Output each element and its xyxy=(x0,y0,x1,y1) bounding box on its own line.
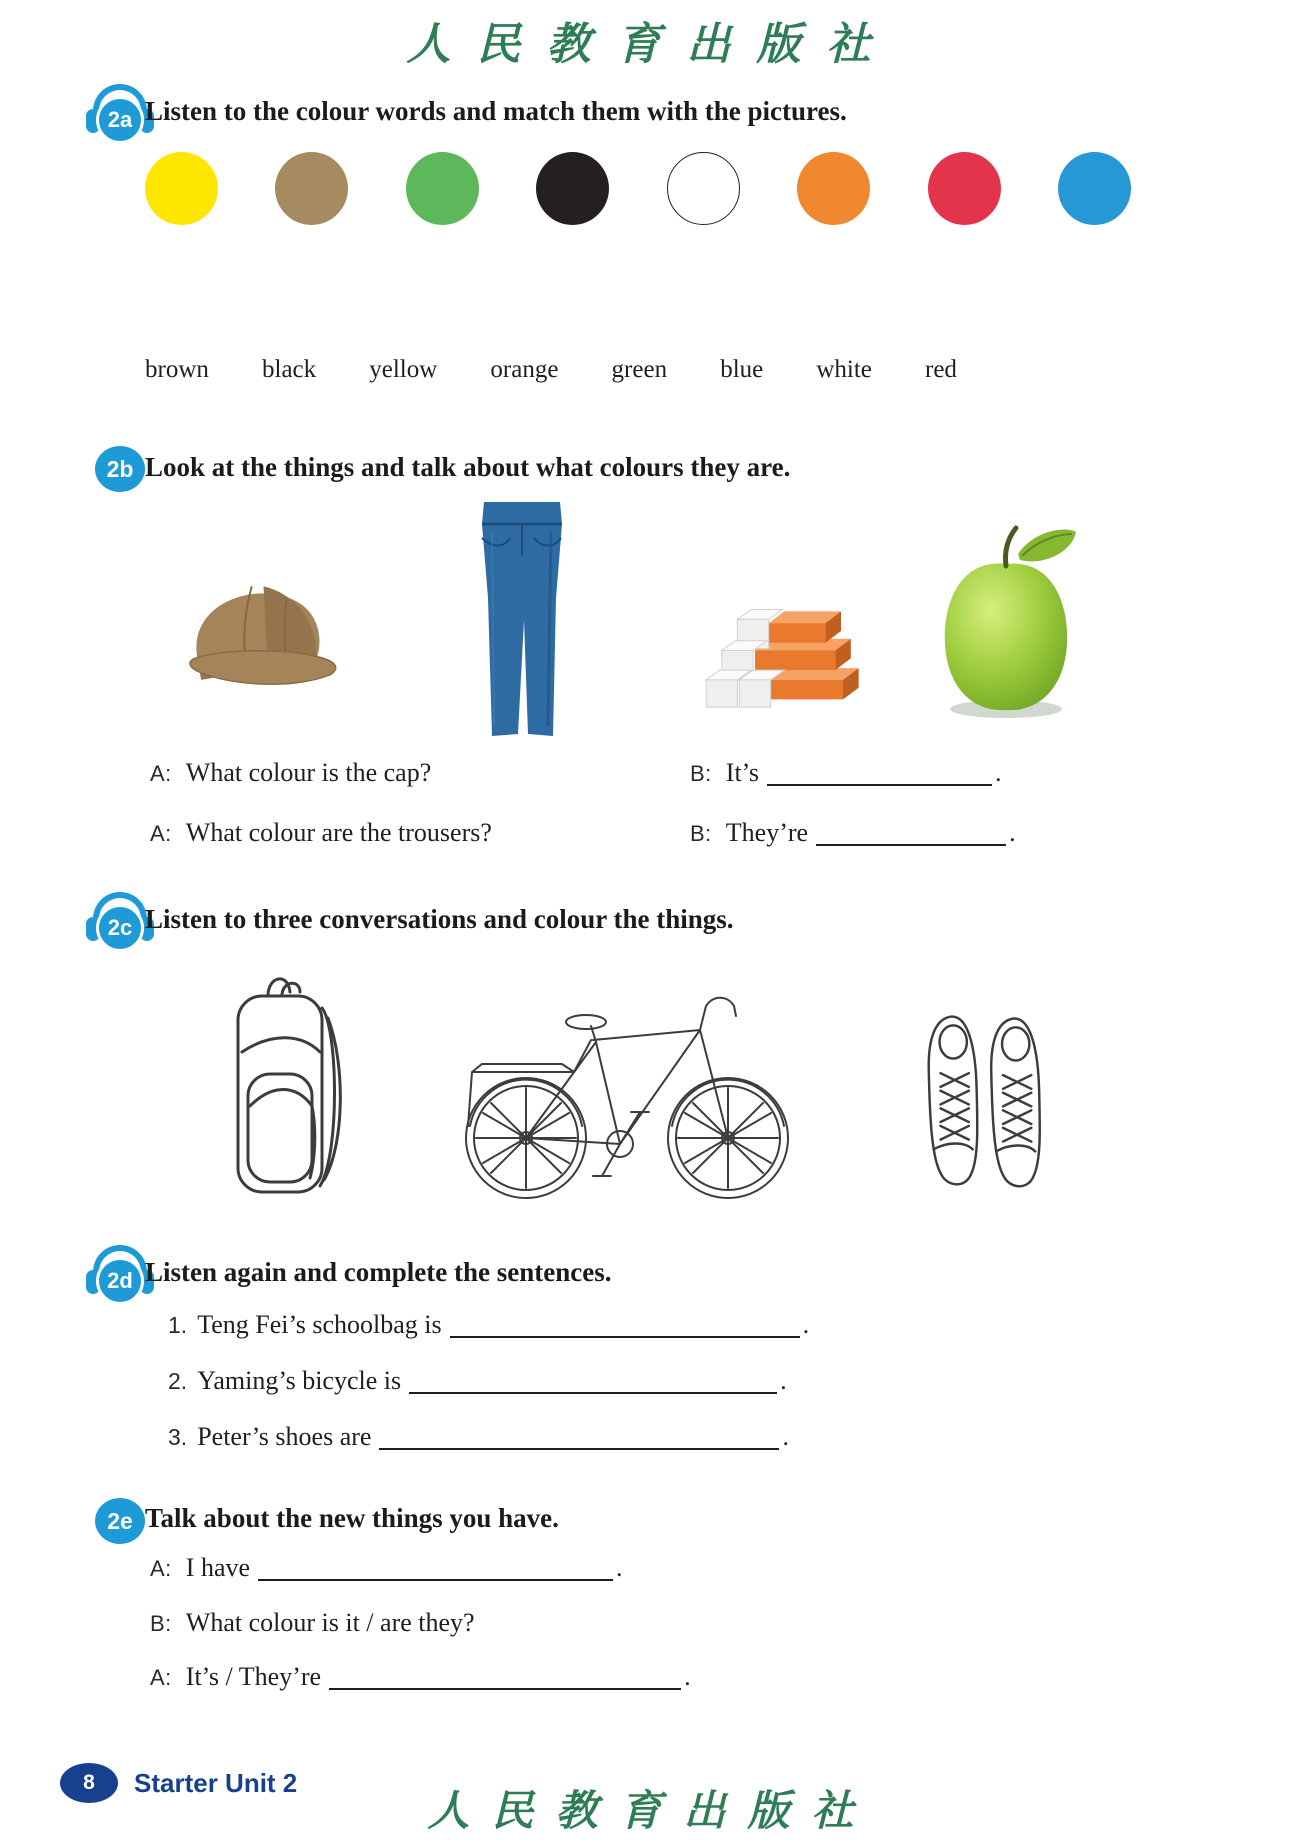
answer-blank xyxy=(816,842,1006,846)
dialogue-text: What colour is it / are they? xyxy=(185,1608,475,1637)
dialogue-text: I have xyxy=(185,1553,251,1582)
dialogue-text: What colour are the trousers? xyxy=(185,818,492,847)
publisher-watermark-bottom: 人民教育出版社 xyxy=(427,1789,876,1835)
period: . xyxy=(1009,818,1016,847)
period: . xyxy=(684,1662,691,1691)
sentence-row xyxy=(168,1422,789,1452)
period: . xyxy=(780,1366,787,1395)
color-word: red xyxy=(925,356,957,383)
color-swatch-red xyxy=(928,152,1001,225)
trousers-image xyxy=(458,498,586,746)
colour-word-row xyxy=(145,356,957,384)
sentence-text: Peter’s shoes are xyxy=(197,1422,372,1451)
color-word: green xyxy=(611,356,668,383)
color-swatch-green xyxy=(406,152,479,225)
badge-label-2a: 2a xyxy=(96,96,144,144)
bricks-image xyxy=(686,586,868,718)
sentence-row xyxy=(168,1310,809,1340)
dialogue-row xyxy=(690,758,1002,788)
answer-blank xyxy=(379,1446,779,1450)
page-number-badge: 8 xyxy=(60,1763,118,1803)
schoolbag-image xyxy=(224,956,354,1201)
color-swatch-white xyxy=(667,152,740,225)
dialogue-row xyxy=(690,818,1016,848)
color-word: blue xyxy=(720,356,764,383)
speaker-label: A: xyxy=(150,1665,172,1690)
answer-blank xyxy=(258,1577,613,1581)
color-swatch-blue xyxy=(1058,152,1131,225)
color-word: yellow xyxy=(369,356,438,383)
sentence-number: 2. xyxy=(168,1368,188,1394)
color-word: black xyxy=(262,356,317,383)
activity-badge-2b: 2b xyxy=(95,446,145,492)
footer-unit-label: Starter Unit 2 xyxy=(134,1768,298,1798)
sentence-row xyxy=(168,1366,787,1396)
dialogue-row xyxy=(150,818,492,848)
speaker-label: A: xyxy=(150,761,172,786)
period: . xyxy=(995,758,1002,787)
dialogue-row xyxy=(150,758,431,788)
speaker-label: B: xyxy=(690,821,712,846)
dialogue-row xyxy=(150,1553,623,1583)
color-swatch-black xyxy=(536,152,609,225)
section-2b-title: Look at the things and talk about what colours they are. xyxy=(145,452,791,482)
sentence-number: 3. xyxy=(168,1424,188,1450)
dialogue-text: What colour is the cap? xyxy=(185,758,432,787)
activity-badge-2a xyxy=(86,82,154,146)
dialogue-text: It’s xyxy=(725,758,760,787)
period: . xyxy=(782,1422,789,1451)
section-2e-title: Talk about the new things you have. xyxy=(145,1503,559,1533)
speaker-label: A: xyxy=(150,821,172,846)
activity-badge-2c xyxy=(86,890,154,954)
color-swatch-yellow xyxy=(145,152,218,225)
colour-swatch-row xyxy=(145,152,1131,225)
section-2d-title: Listen again and complete the sentences. xyxy=(145,1257,612,1287)
color-swatch-orange xyxy=(797,152,870,225)
publisher-watermark-top: 人民教育出版社 xyxy=(406,20,897,69)
sentence-text: Teng Fei’s schoolbag is xyxy=(197,1310,442,1339)
dialogue-text: It’s / They’re xyxy=(185,1662,322,1691)
sentence-number: 1. xyxy=(168,1312,188,1338)
answer-blank xyxy=(409,1390,777,1394)
badge-label-2d: 2d xyxy=(96,1257,144,1305)
speaker-label: B: xyxy=(150,1611,172,1636)
activity-badge-2e: 2e xyxy=(95,1498,145,1544)
dialogue-text: They’re xyxy=(725,818,809,847)
answer-blank xyxy=(767,782,992,786)
color-swatch-brown xyxy=(275,152,348,225)
speaker-label: A: xyxy=(150,1556,172,1581)
shoes-image xyxy=(920,1010,1045,1195)
answer-blank xyxy=(450,1334,800,1338)
badge-label-2c: 2c xyxy=(96,904,144,952)
color-word: orange xyxy=(490,356,559,383)
bicycle-image xyxy=(448,980,803,1208)
period: . xyxy=(802,1310,810,1339)
sentence-text: Yaming’s bicycle is xyxy=(197,1366,402,1395)
period: . xyxy=(616,1553,623,1582)
dialogue-row xyxy=(150,1608,475,1638)
color-word: white xyxy=(816,356,872,383)
speaker-label: B: xyxy=(690,761,712,786)
dialogue-row xyxy=(150,1662,691,1692)
cap-image xyxy=(168,552,358,722)
color-word: brown xyxy=(145,356,209,383)
activity-badge-2d xyxy=(86,1243,154,1307)
answer-blank xyxy=(329,1686,681,1690)
section-2a-title: Listen to the colour words and match them with the pictures. xyxy=(145,96,847,126)
section-2c-title: Listen to three conversations and colour the things. xyxy=(145,904,734,934)
apple-image xyxy=(926,524,1086,724)
